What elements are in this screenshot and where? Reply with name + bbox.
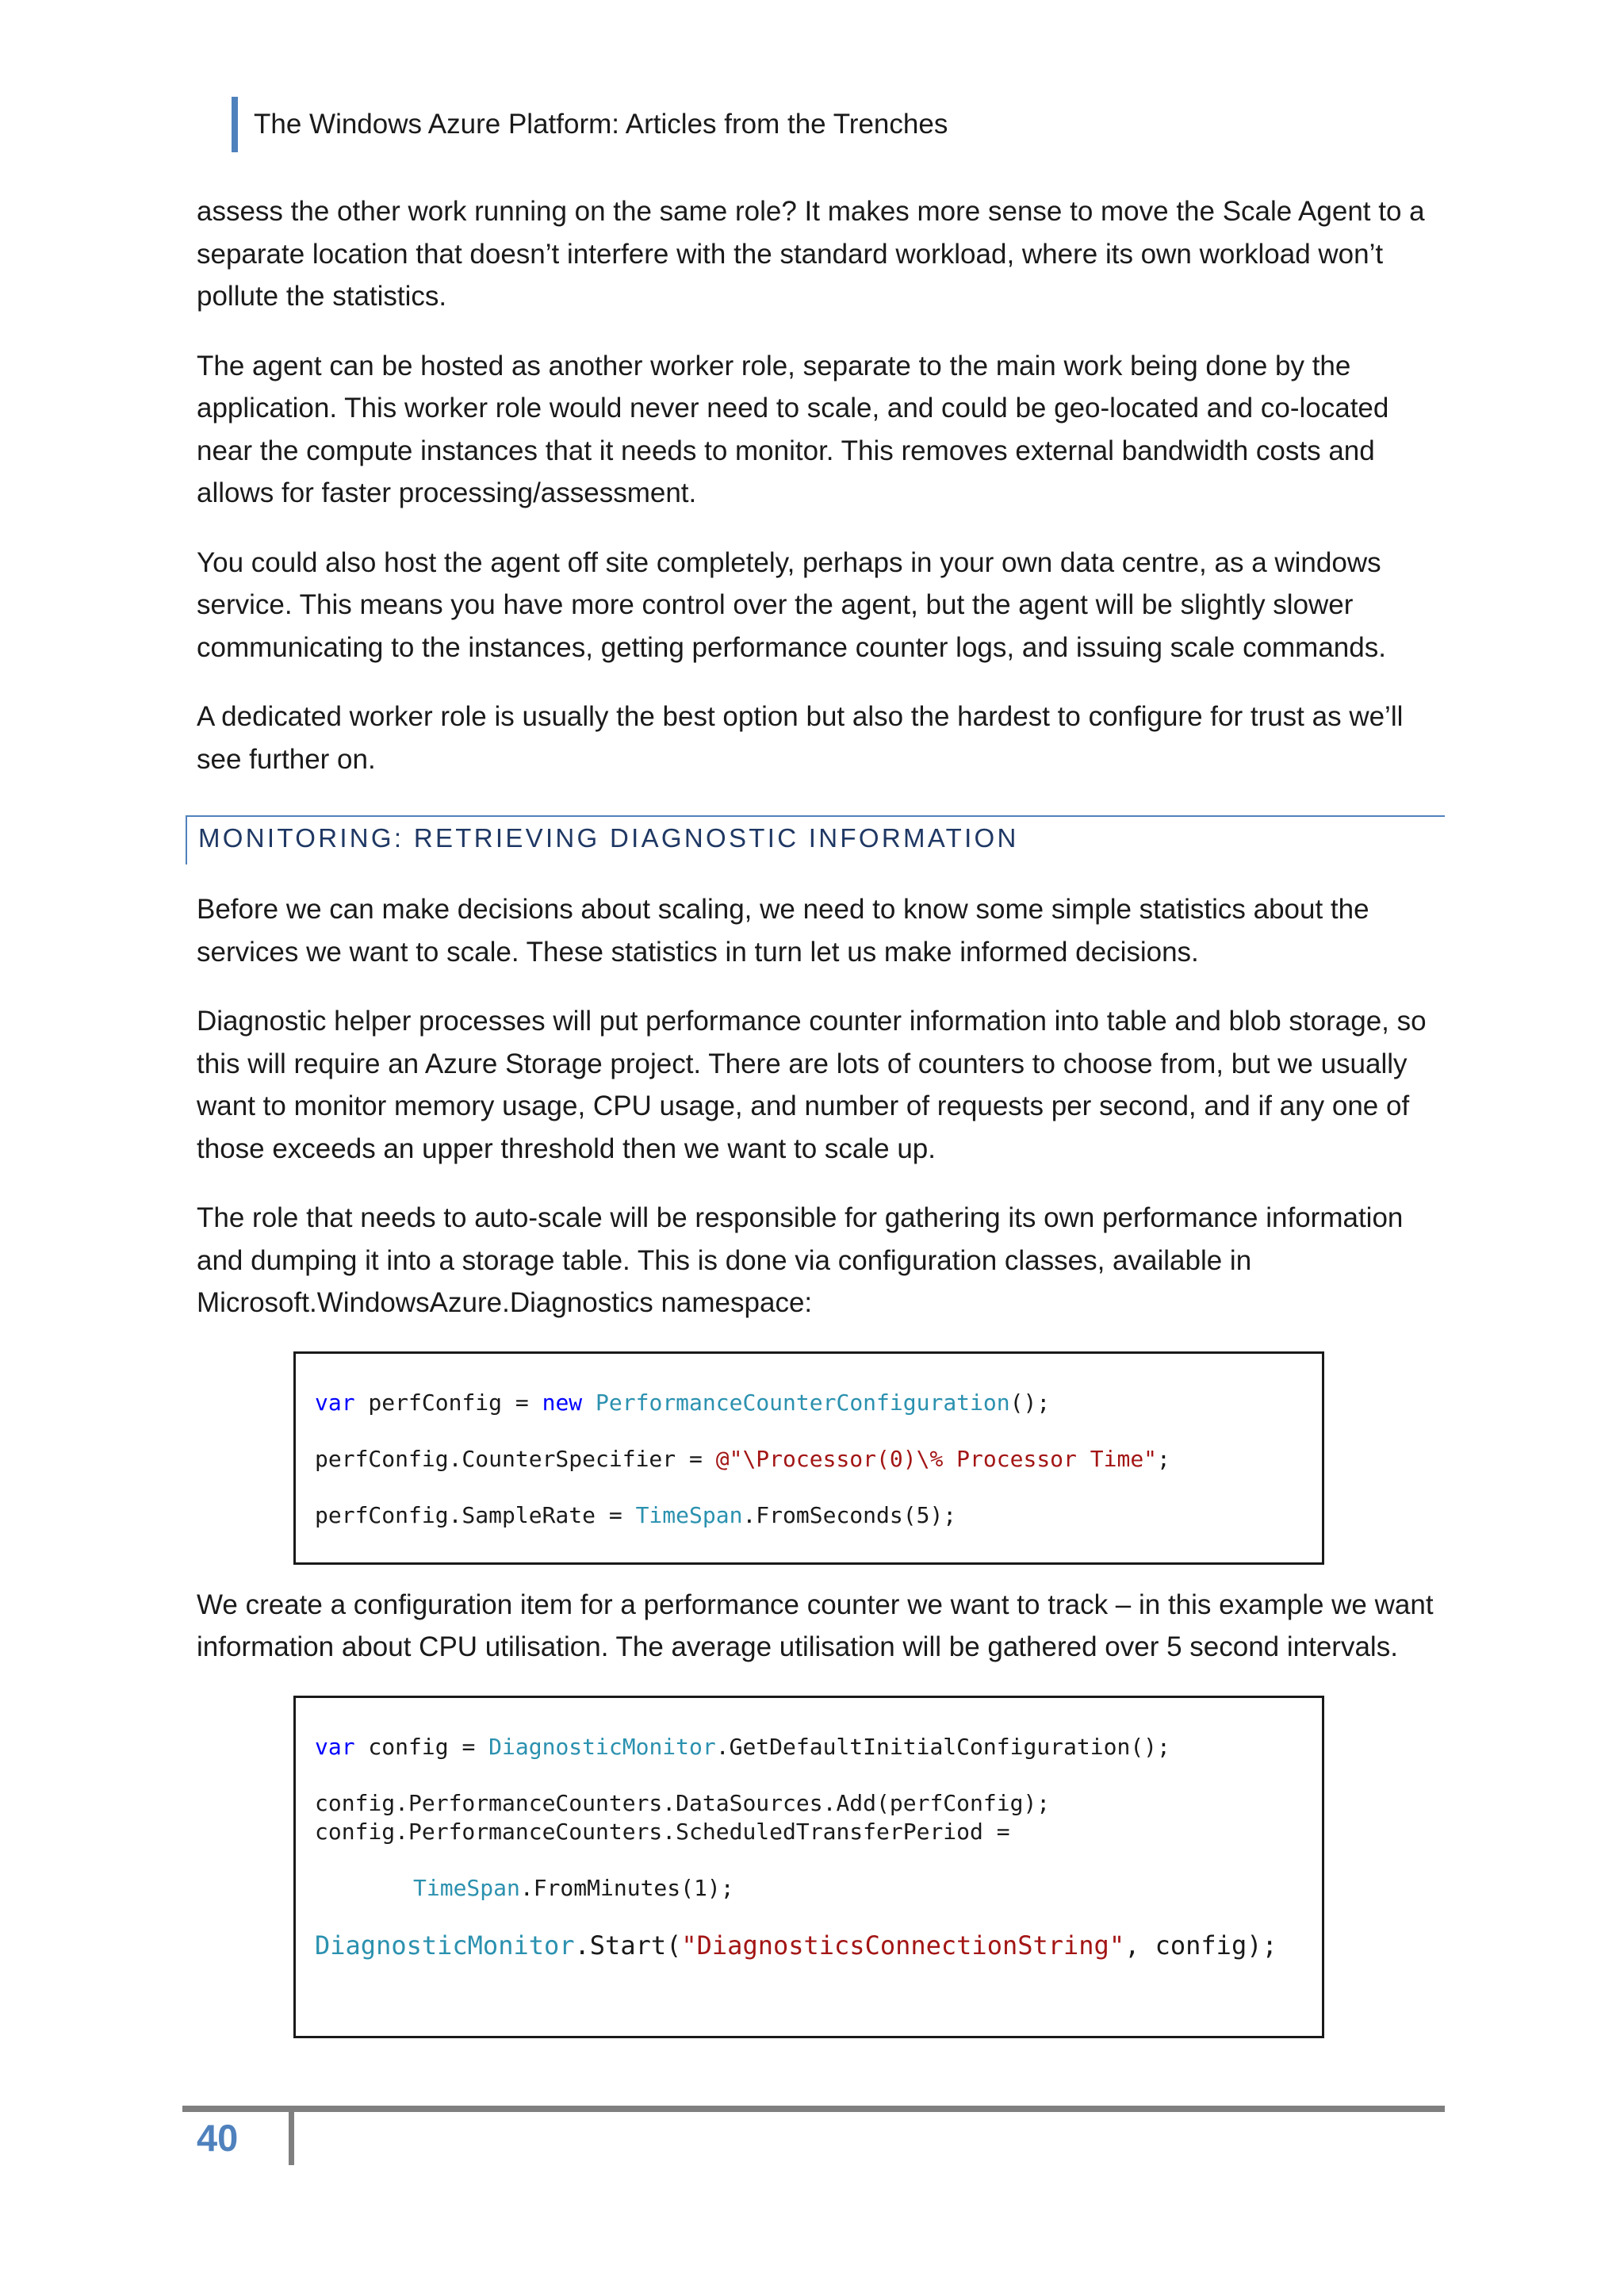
code-text: .GetDefaultInitialConfiguration(); [715, 1733, 1170, 1760]
code-block-diagnostic-monitor [293, 1696, 1324, 2038]
paragraph: The agent can be hosted as another worker role, separate to the main work being done by the application. This worker role would never need to scale, and could be geo-located and co-located near the compute instances that it needs to monitor. This removes external bandwidth costs and allows for faster processing/assessment. [197, 350, 1389, 508]
code-text: config.PerformanceCounters.ScheduledTransferPeriod = [315, 1818, 1010, 1845]
code-text: perfConfig.SampleRate = [315, 1501, 636, 1528]
code-line [315, 1789, 1303, 1818]
code-line [315, 1389, 1303, 1417]
paragraph: A dedicated worker role is usually the best option but also the hardest to configure for trust as we’ll see further on. [197, 701, 1404, 775]
code-type: DiagnosticMonitor [488, 1733, 716, 1760]
running-header [232, 97, 948, 152]
paragraph: The role that needs to auto-scale will be responsible for gathering its own performance information and dumping it into a storage table. This is done via configuration classes, available in Microsoft.WindowsAzure.Diagnostics namespace: [197, 1202, 1404, 1318]
book-title: The Windows Azure Platform: Articles from the Trenches [254, 109, 948, 140]
code-block-perf-config [293, 1351, 1324, 1565]
code-line [315, 1733, 1303, 1761]
code-type: TimeSpan [635, 1501, 743, 1528]
code-text: .FromMinutes(1); [519, 1874, 734, 1901]
footer-rule [182, 2106, 1445, 2112]
code-keyword: var [315, 1733, 355, 1760]
code-text: config.PerformanceCounters.DataSources.Add(perfConfig); [315, 1789, 1051, 1816]
page-number: 40 [197, 2117, 239, 2159]
footer-divider [289, 2112, 294, 2165]
paragraph: Diagnostic helper processes will put performance counter information into table and blob storage, so this will require an Azure Storage project. There are lots of counters to choose from, but we usually want to monitor memory usage, CPU usage, and number of requests per second, and if any one of those exceeds an upper threshold then we want to scale up. [197, 1006, 1427, 1164]
section-heading [186, 815, 1445, 864]
paragraph: Before we can make decisions about scaling, we need to know some simple statistics about the services we want to scale. These statistics in turn let us make informed decisions. [197, 894, 1369, 968]
code-string: "DiagnosticsConnectionString" [681, 1930, 1125, 1961]
code-text [582, 1389, 596, 1416]
code-text: .Start( [574, 1930, 682, 1961]
code-line [315, 1874, 1303, 1903]
code-text: .FromSeconds(5); [742, 1501, 957, 1528]
code-text: , config); [1124, 1930, 1277, 1961]
code-type: PerformanceCounterConfiguration [596, 1389, 1010, 1416]
code-text: perfConfig = [354, 1389, 542, 1416]
code-type: DiagnosticMonitor [315, 1930, 575, 1961]
section-heading-text: MONITORING: RETRIEVING DIAGNOSTIC INFORMATION [198, 823, 1019, 853]
paragraph: You could also host the agent off site completely, perhaps in your own data centre, as a windows service. This means you have more control over the agent, but the agent will be slightly slower communicating to the instances, getting performance counter logs, and issuing scale commands. [197, 546, 1386, 663]
paragraph: assess the other work running on the same role? It makes more sense to move the Scale Agent to a separate location that doesn’t interfere with the standard workload, where its own workload won’t pollute the statistics. [197, 196, 1425, 312]
code-line [315, 1445, 1303, 1474]
code-text: ; [1157, 1445, 1170, 1472]
paragraph: We create a configuration item for a performance counter we want to track – in this example we want information about CPU utilisation. The average utilisation will be gathered over 5 second intervals. [197, 1589, 1434, 1662]
code-line [315, 1501, 1303, 1530]
code-text: config = [354, 1733, 489, 1760]
code-line [315, 1930, 1303, 1961]
code-keyword: new [542, 1389, 583, 1416]
code-text: (); [1009, 1389, 1051, 1416]
page-content [197, 190, 1434, 2057]
code-line [315, 1818, 1303, 1846]
code-keyword: var [315, 1389, 355, 1416]
code-text: perfConfig.CounterSpecifier = [315, 1445, 716, 1472]
code-string: @"\Processor(0)\% Processor Time" [715, 1445, 1158, 1472]
code-type: TimeSpan [413, 1874, 520, 1901]
